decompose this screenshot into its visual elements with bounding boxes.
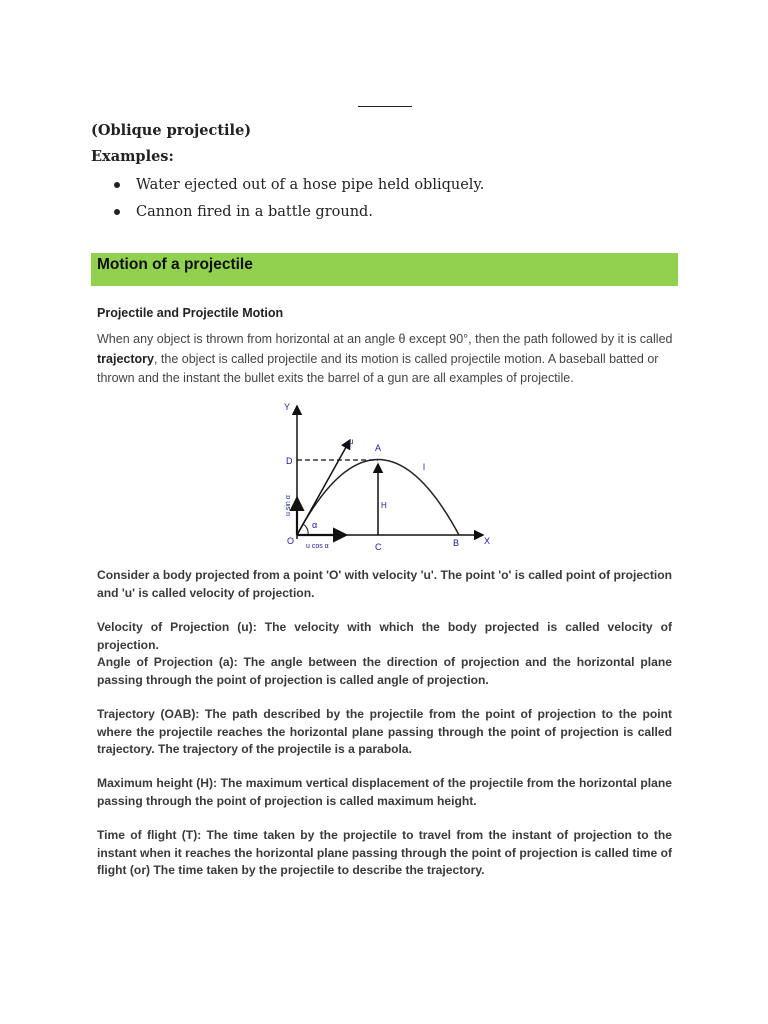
list-item [114,201,484,228]
velocity-arrow [297,440,350,535]
examples-list [114,174,484,228]
origin-label: O [287,536,295,546]
y-axis-label: Y [284,402,291,412]
projectile-diagram [278,398,498,553]
x-axis-label: X [484,536,491,546]
point-c-label: C [375,542,382,552]
paragraph-angle-of-projection: Angle of Projection (a): The angle between the direction of projection and the horizontal plane passing through the point of projection is called angle of projection. [97,655,672,687]
oblique-projectile-heading: (Oblique projectile) [91,122,252,139]
section-title: Projectile and Projectile Motion [97,306,284,320]
paragraph-time-of-flight: Time of flight (T): The time taken by the projectile to travel from the instant of projection to the instant when it reaches the horizontal plane passing through the point of projection is called time of flight (or) The time taken by the projectile to describe the trajectory. [97,828,672,877]
height-label: H [381,501,387,510]
bullet-icon [114,209,120,215]
list-item-text: Water ejected out of a hose pipe held obliquely. [136,177,485,193]
paragraph-body-projected: Consider a body projected from a point 'O' with velocity 'u'. The point 'o' is called point of projection and 'u' is called velocity of projection. [97,568,672,600]
section-banner [91,253,678,286]
point-b-label: B [453,538,460,548]
angle-arc [303,524,308,535]
paragraph-trajectory: Trajectory (OAB): The path described by the projectile from the point of projection to the point where the projectile reaches the horizontal plane passing through the point of projection is called trajectory. The trajectory of the projectile is a parabola. [97,707,672,756]
examples-heading: Examples: [91,148,174,165]
paragraph-velocity-of-projection: Velocity of Projection (u): The velocity with which the body projected is called velocity of projection. [97,620,672,652]
point-d-label: D [286,456,293,466]
top-divider [358,106,412,107]
list-item-text: Cannon fired in a battle ground. [136,204,373,220]
angle-label: α [312,520,318,530]
intro-bold-term: trajectory [97,351,154,366]
intro-text-end: , the object is called projectile and its motion is called projectile motion. A baseball batted or thrown and the instant the bullet exits the barrel of a gun are all examples of projectile. [97,351,659,385]
intro-paragraph [97,330,675,389]
vertical-component-label: u sin α [285,495,292,516]
banner-title: Motion of a projectile [97,256,253,273]
intro-text-start: When any object is thrown from horizontal at an angle θ except 90°, then the path followed by it is called [97,332,673,346]
point-a-label: A [375,443,382,453]
horizontal-component-label: u cos α [306,543,329,550]
list-item [114,174,484,201]
velocity-label: u [349,437,354,446]
paragraph-maximum-height: Maximum height (H): The maximum vertical displacement of the projectile from the horizontal plane passing through the point of projection is called maximum height. [97,776,672,808]
trajectory-label: l [423,462,425,472]
bullet-icon [114,182,120,188]
